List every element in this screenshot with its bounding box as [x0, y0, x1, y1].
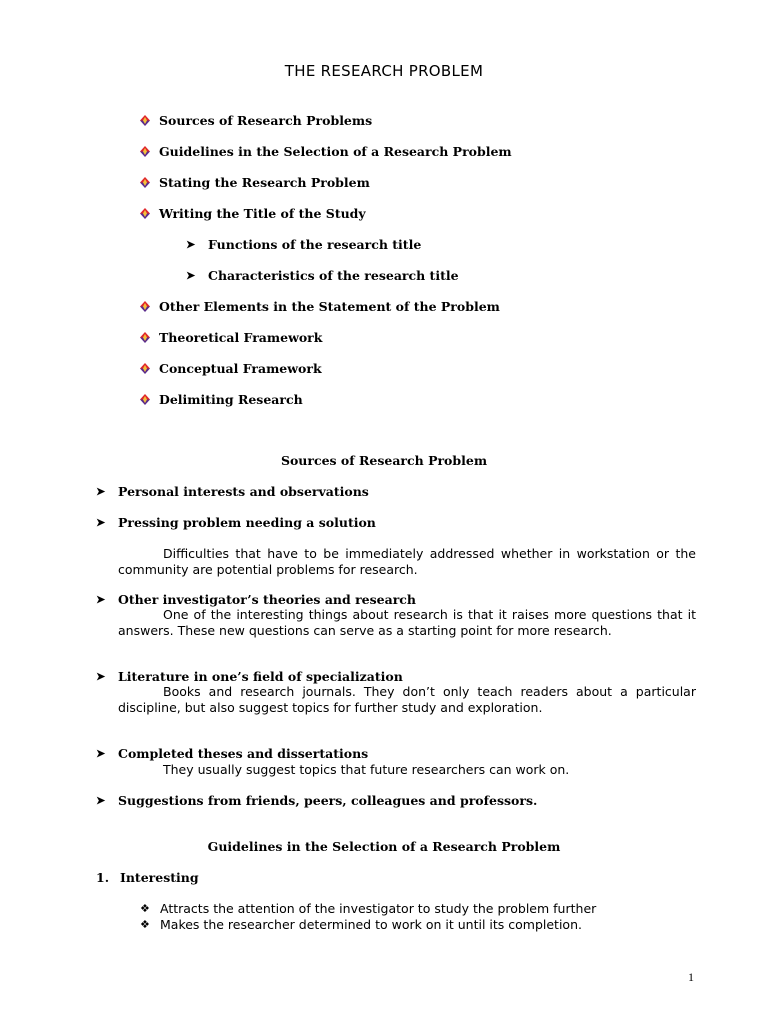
toc-item-label: Guidelines in the Selection of a Research Problem — [159, 144, 512, 159]
toc-item-label: Delimiting Research — [159, 392, 303, 407]
source-item — [96, 793, 537, 808]
source-item — [96, 484, 369, 499]
guideline-point — [140, 901, 596, 916]
arrow-bullet-icon: ➤ — [96, 794, 106, 807]
toc-item — [140, 361, 322, 376]
toc-item-label: Sources of Research Problems — [159, 113, 373, 128]
source-item — [96, 746, 368, 761]
source-item-label: Other investigator’s theories and research — [118, 592, 417, 607]
toc-subitem — [186, 237, 421, 252]
diamond-bullet-icon: ❖ — [140, 918, 150, 931]
arrow-bullet-icon: ➤ — [186, 269, 196, 282]
arrow-bullet-icon: ➤ — [96, 593, 106, 606]
toc-item — [140, 144, 512, 159]
toc-item — [140, 392, 303, 407]
colored-triangle-icon — [140, 332, 150, 343]
source-item-label: Literature in one’s field of specialization — [118, 669, 403, 684]
toc-item-label: Stating the Research Problem — [159, 175, 370, 190]
toc-item — [140, 113, 372, 128]
colored-triangle-icon — [140, 115, 150, 126]
page-number: 1 — [688, 970, 694, 984]
colored-triangle-icon — [140, 177, 150, 188]
colored-triangle-icon — [140, 146, 150, 157]
arrow-bullet-icon: ➤ — [96, 670, 106, 683]
toc-item — [140, 299, 500, 314]
source-item-label: Personal interests and observations — [118, 484, 369, 499]
colored-triangle-icon — [140, 208, 150, 219]
toc-item-label: Conceptual Framework — [159, 361, 322, 376]
diamond-bullet-icon: ❖ — [140, 902, 150, 915]
source-item-text: One of the interesting things about research is that it raises more questions that it answers. These new questions can serve as a starting point for more research. — [118, 607, 696, 638]
toc-subitem-label: Functions of the research title — [208, 237, 422, 252]
guideline-point — [140, 917, 582, 932]
guideline-number: 1. — [96, 870, 110, 885]
source-item — [96, 669, 403, 684]
page-title: THE RESEARCH PROBLEM — [284, 62, 484, 80]
colored-triangle-icon — [140, 363, 150, 374]
source-item — [96, 515, 376, 530]
arrow-bullet-icon: ➤ — [186, 238, 196, 251]
arrow-bullet-icon: ➤ — [96, 516, 106, 529]
arrow-bullet-icon: ➤ — [96, 485, 106, 498]
source-item-text: They usually suggest topics that future researchers can work on. — [163, 762, 570, 777]
source-item-label: Completed theses and dissertations — [118, 746, 369, 761]
source-item — [96, 592, 416, 607]
guideline-point-text: Attracts the attention of the investigator to study the problem further — [160, 901, 597, 916]
source-item-label: Suggestions from friends, peers, colleagues and professors. — [118, 793, 538, 808]
toc-item-label: Theoretical Framework — [159, 330, 323, 345]
guideline-point-text: Makes the researcher determined to work on it until its completion. — [160, 917, 582, 932]
toc-subitem — [186, 268, 459, 283]
toc-subitem-label: Characteristics of the research title — [208, 268, 459, 283]
toc-item — [140, 330, 322, 345]
toc-item — [140, 175, 370, 190]
guideline-label: Interesting — [120, 870, 199, 885]
toc-item-label: Writing the Title of the Study — [159, 206, 366, 221]
guideline-item — [96, 870, 199, 885]
toc-item — [140, 206, 366, 221]
source-item-label: Pressing problem needing a solution — [118, 515, 376, 530]
colored-triangle-icon — [140, 394, 150, 405]
source-item-text: Books and research journals. They don’t only teach readers about a particular discipline, but also suggest topics for further study and exploration. — [118, 684, 696, 715]
toc-item-label: Other Elements in the Statement of the Problem — [159, 299, 500, 314]
arrow-bullet-icon: ➤ — [96, 747, 106, 760]
section-heading: Sources of Research Problem — [280, 453, 488, 468]
section-heading: Guidelines in the Selection of a Research Problem — [207, 839, 561, 854]
source-item-text: Difficulties that have to be immediately addressed whether in workstation or the community are potential problems for research. — [118, 546, 696, 577]
colored-triangle-icon — [140, 301, 150, 312]
